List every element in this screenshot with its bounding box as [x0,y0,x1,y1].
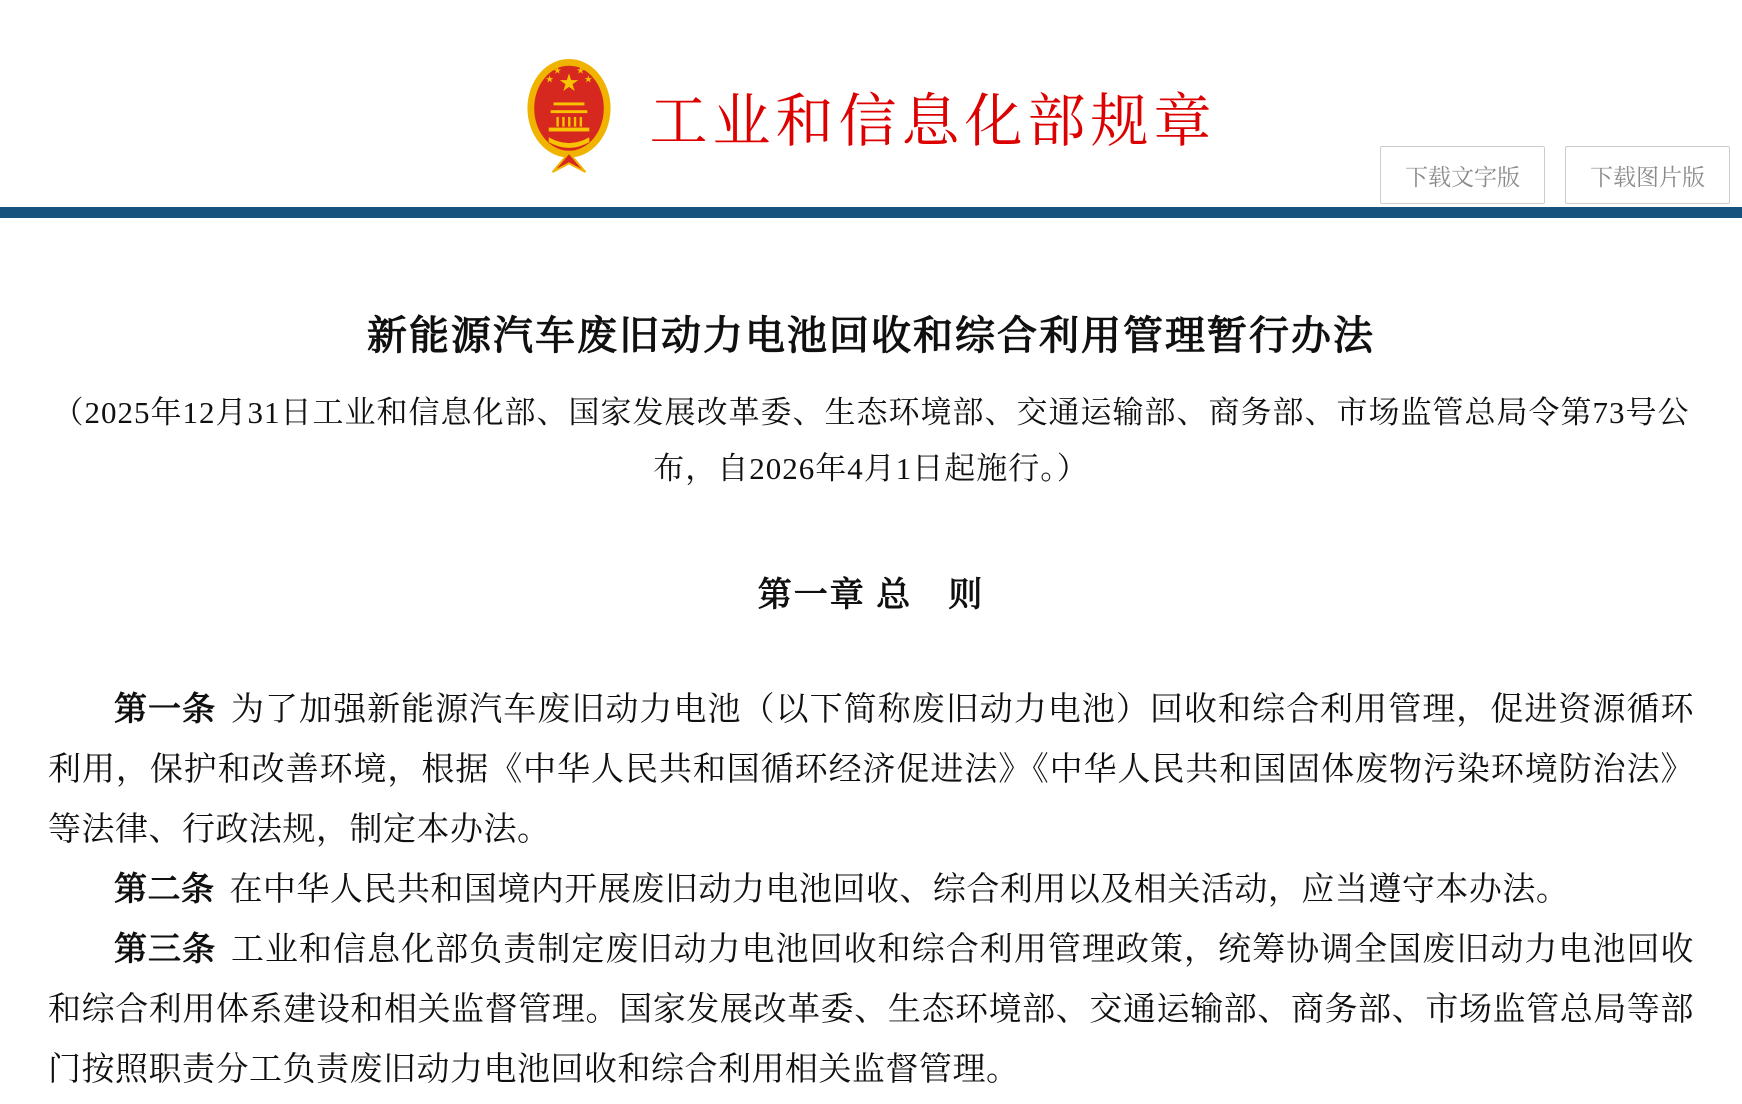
download-image-version-button[interactable]: 下载图片版 [1565,146,1730,204]
national-emblem-icon [525,58,613,174]
chapter-heading: 第一章 总 则 [757,577,985,614]
article-3 [48,920,1694,1100]
article-3-label: 第三条 [114,932,217,968]
blue-divider-bar [0,207,1742,218]
document-body [0,304,1742,1100]
document-title: 新能源汽车废旧动力电池回收和综合利用管理暂行办法 [367,313,1375,358]
article-3-text: 工业和信息化部负责制定废旧动力电池回收和综合利用管理政策，统筹协调全国废旧动力电池回收和综合利用体系建设和相关监督管理。国家发展改革委、生态环境部、交通运输部、商务部、市场监管总局等部门按照职责分工负责废旧动力电池回收和综合利用相关监督管理。 [48,932,1695,1088]
article-2 [48,860,1694,920]
articles [48,680,1694,1100]
article-1 [48,680,1694,860]
download-text-version-button[interactable]: 下载文字版 [1380,146,1545,204]
article-1-text: 为了加强新能源汽车废旧动力电池（以下简称废旧动力电池）回收和综合利用管理，促进资源循环利用，保护和改善环境，根据《中华人民共和国循环经济促进法》《中华人民共和国固体废物污染环境防治法》等法律、行政法规，制定本办法。 [48,692,1695,848]
page-header [0,0,1742,207]
article-1-label: 第一条 [114,692,217,728]
download-buttons [1380,146,1730,204]
article-2-label: 第二条 [114,872,215,908]
document-subtitle: （2025年12月31日工业和信息化部、国家发展改革委、生态环境部、交通运输部、商务部、市场监管总局令第73号公布，自2026年4月1日起施行。） [52,395,1690,486]
site-title: 工业和信息化部规章 [649,89,1217,154]
article-2-text: 在中华人民共和国境内开展废旧动力电池回收、综合利用以及相关活动，应当遵守本办法。 [229,872,1570,908]
